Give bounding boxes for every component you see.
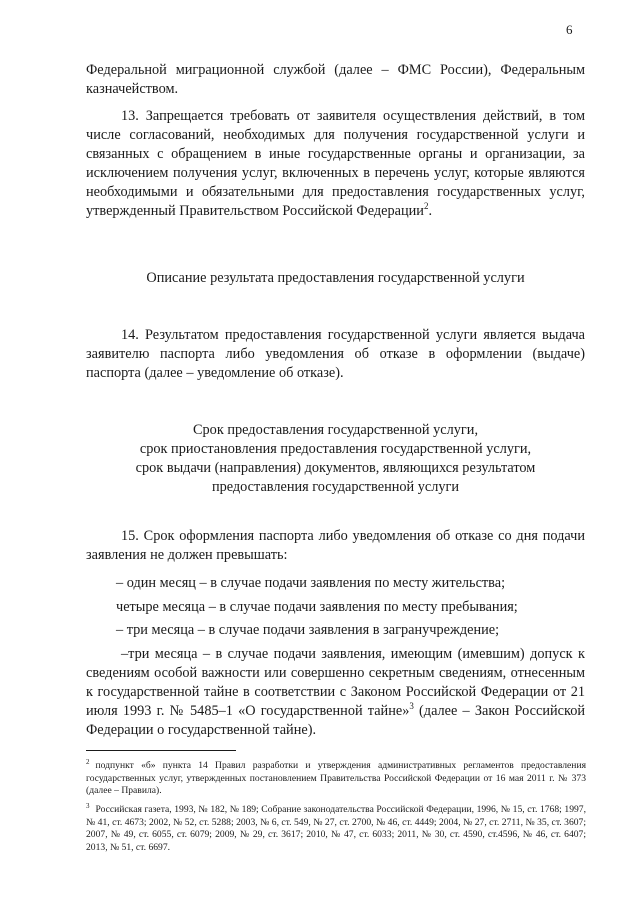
footnote-separator (86, 750, 236, 751)
heading-term-line: Срок предоставления государственной услуги, (192, 422, 479, 438)
paragraph-14: 14. Результатом предоставления государственной услуги является выдача заявителю паспорта либо уведомления об отказе в оформлении (выдаче) паспорта (далее – уведомление об отказе). (86, 327, 585, 381)
paragraph-13-text: 13. Запрещается требовать от заявителя осуществления действий, в том числе согласований, необходимых для получения государственной услуги и связанных с обращением в иные государственные органы и организации, за исключением получения услуг, включенных в перечень услуг, которые являются необходимыми и обязательными для предоставления государственных услуг, утвержденный Правительством Российской Федерации (86, 108, 585, 219)
heading-result-description (86, 269, 585, 288)
list-item: четыре месяца – в случае подачи заявления по месту пребывания; (116, 599, 518, 615)
footnote-mark: 2 (86, 757, 90, 766)
paragraph-13 (86, 107, 585, 221)
heading-result-text: Описание результата предоставления государственной услуги (146, 270, 525, 286)
paragraph-15-last-end: (далее – Закон Российской Федерации о государственной тайне). (86, 703, 586, 738)
paragraph-top: Федеральной миграционной службой (далее – ФМС России), Федеральным казначейством. (86, 62, 585, 97)
list-item: – один месяц – в случае подачи заявления по месту жительства; (116, 575, 506, 591)
footnote-mark: 3 (86, 801, 90, 810)
heading-term (86, 421, 585, 497)
footnote-text: подпункт «б» пункта 14 Правил разработки и утверждения административных регламентов предоставления государственных услуг, утвержденных постановлением Правительства Российской Федерации от 16 мая 2011 г. № 373 (далее – Правила). (86, 760, 586, 797)
footnote-text: Российская газета, 1993, № 182, № 189; Собрание законодательства Российской Федерации, 1996, № 15, ст. 1768; 1997, № 41, ст. 4673; 2002, № 52, ст. 5288; 2003, № 6, ст. 549, № 27, ст. 2700, № 46, ст. 4449; 2004, № 27, ст. 2711, № 35, ст. 3607; 2007, № 49, ст. 6055, ст. 6079; 2009, № 29, ст. 3617; 2010, № 47, ст. 6033; 2011, № 30, ст. 4590, ст.4596, № 46, ст. 6407; 2013, № 51, ст. 6697. (86, 804, 586, 853)
heading-term-line: предоставления государственной услуги (211, 479, 460, 495)
paragraph-13-end: . (428, 203, 433, 219)
footnote-2 (86, 757, 586, 798)
footnote-ref-3: 3 (409, 701, 414, 712)
paragraph-15-last-text: –три месяца – в случае подачи заявления, имеющим (имевшим) допуск к сведениям особой важности или совершенно секретным сведениям, отнесенным к государственной тайне в соответствии с Законом Российской Федерации от 21 июля 1993 г. № 5485–1 «О государственной тайне» (86, 646, 585, 719)
list-item: – три месяца – в случае подачи заявления в загранучреждение; (116, 622, 500, 638)
page-number: 6 (566, 22, 573, 37)
footnote-3 (86, 801, 586, 854)
paragraph-15: 15. Срок оформления паспорта либо уведомления об отказе со дня подачи заявления не должен превышать: (86, 528, 585, 563)
heading-term-line: срок выдачи (направления) документов, являющихся результатом (135, 460, 536, 476)
paragraph-15-last (86, 645, 585, 740)
footnote-ref-2: 2 (423, 201, 429, 212)
heading-term-line: срок приостановления предоставления государственной услуги, (139, 441, 532, 457)
